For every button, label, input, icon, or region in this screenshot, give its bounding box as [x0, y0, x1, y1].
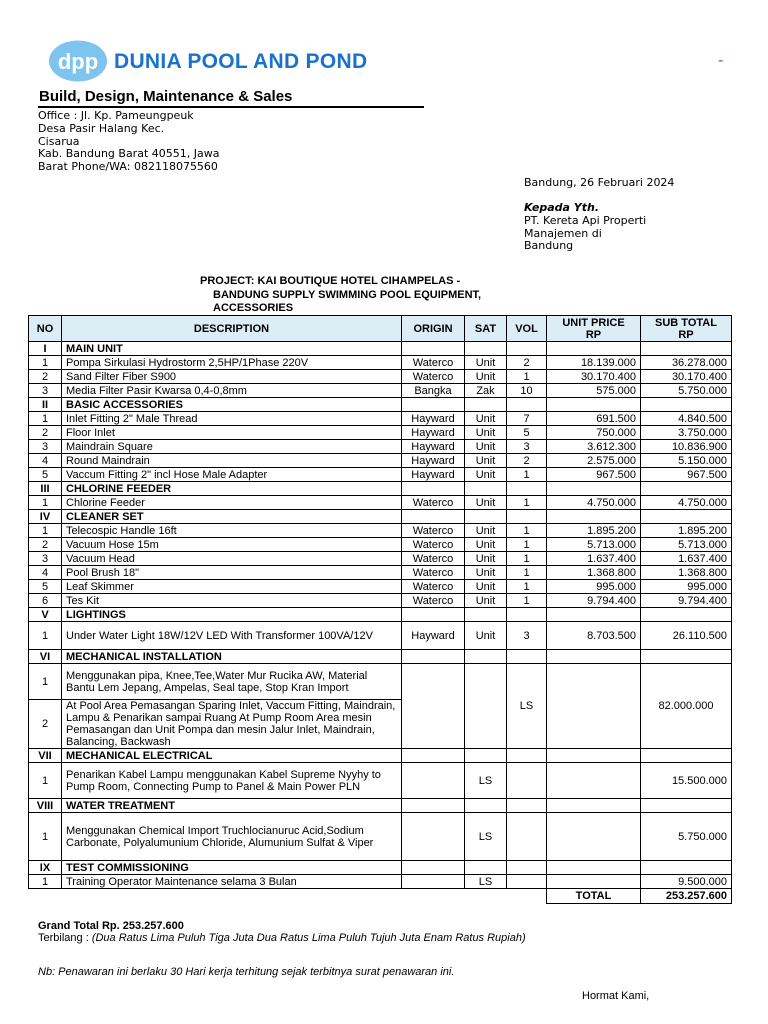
- item-no: 6: [29, 594, 62, 608]
- item-description: Telecospic Handle 16ft: [62, 524, 402, 538]
- item-description: Inlet Fitting 2" Male Thread: [62, 412, 402, 426]
- section-row: [29, 510, 732, 524]
- table-header-row: [29, 316, 732, 342]
- section-row: [29, 861, 732, 875]
- section-no: VIII: [29, 799, 62, 813]
- item-no: 1: [29, 412, 62, 426]
- item-unit-price: 750.000: [547, 426, 641, 440]
- item-no: 2: [29, 700, 62, 749]
- col-header-sat: SAT: [465, 316, 507, 342]
- item-subtotal: 9.500.000: [641, 875, 732, 889]
- item-sat: Unit: [465, 370, 507, 384]
- item-description: Sand Filter Fiber S900: [62, 370, 402, 384]
- terbilang: [38, 932, 526, 944]
- office-line: Cisarua: [38, 134, 80, 148]
- item-unit-price: 967.500: [547, 468, 641, 482]
- item-vol: 3: [507, 622, 547, 650]
- item-no: 2: [29, 426, 62, 440]
- item-no: 3: [29, 552, 62, 566]
- item-origin: Hayward: [402, 454, 465, 468]
- table-row: [29, 384, 732, 398]
- item-no: 4: [29, 566, 62, 580]
- table-row: [29, 566, 732, 580]
- item-no: 3: [29, 384, 62, 398]
- item-subtotal: 4.750.000: [641, 496, 732, 510]
- item-no: 1: [29, 664, 62, 700]
- item-description: Leaf Skimmer: [62, 580, 402, 594]
- tagline: Build, Design, Maintenance & Sales: [39, 88, 293, 105]
- item-origin: Waterco: [402, 370, 465, 384]
- item-unit-price: 30.170.400: [547, 370, 641, 384]
- item-origin: Waterco: [402, 566, 465, 580]
- table-row: [29, 440, 732, 454]
- item-sat: Unit: [465, 538, 507, 552]
- section-no: IV: [29, 510, 62, 524]
- sub-total-currency: RP: [678, 328, 694, 341]
- item-subtotal: 967.500: [641, 468, 732, 482]
- item-vol: 2: [507, 356, 547, 370]
- table-row: [29, 356, 732, 370]
- project-line-1: PROJECT: KAI BOUTIQUE HOTEL CIHAMPELAS -: [200, 275, 461, 287]
- item-sat: Unit: [465, 412, 507, 426]
- item-no: 1: [29, 875, 62, 889]
- item-unit-price: 8.703.500: [547, 622, 641, 650]
- item-description: Vaccum Fitting 2" incl Hose Male Adapter: [62, 468, 402, 482]
- terbilang-label: Terbilang :: [38, 932, 89, 944]
- item-origin: Waterco: [402, 524, 465, 538]
- grand-total: Grand Total Rp. 253.257.600: [38, 920, 184, 932]
- sub-total-label: SUB TOTAL: [655, 316, 717, 329]
- item-unit-price: 1.368.800: [547, 566, 641, 580]
- unit-price-label: UNIT PRICE: [562, 316, 625, 329]
- item-subtotal: 15.500.000: [641, 763, 732, 799]
- table-row: [29, 426, 732, 440]
- section-no: V: [29, 608, 62, 622]
- item-sat: Unit: [465, 440, 507, 454]
- item-sat: Unit: [465, 356, 507, 370]
- header-dash: -: [718, 52, 724, 69]
- item-vol: 1: [507, 552, 547, 566]
- section-no: VI: [29, 650, 62, 664]
- item-subtotal: 26.110.500: [641, 622, 732, 650]
- item-no: 1: [29, 763, 62, 799]
- item-description: Pompa Sirkulasi Hydrostorm 2,5HP/1Phase 220V: [62, 356, 402, 370]
- item-subtotal: 1.368.800: [641, 566, 732, 580]
- recipient-line: Bandung: [524, 239, 574, 253]
- item-description: Maindrain Square: [62, 440, 402, 454]
- table-row: [29, 594, 732, 608]
- item-vol: LS: [507, 664, 547, 749]
- section-row: [29, 342, 732, 356]
- section-row: [29, 749, 732, 763]
- table-row: [29, 813, 732, 861]
- item-sat: LS: [465, 875, 507, 889]
- item-description: Floor Inlet: [62, 426, 402, 440]
- item-origin: Waterco: [402, 496, 465, 510]
- item-subtotal: 9.794.400: [641, 594, 732, 608]
- item-description: Vacuum Hose 15m: [62, 538, 402, 552]
- quotation-table: [28, 315, 732, 904]
- kepada-label: Kepada Yth.: [524, 201, 600, 214]
- closing-salutation: Hormat Kami,: [582, 990, 650, 1002]
- item-unit-price: 18.139.000: [547, 356, 641, 370]
- section-row: [29, 482, 732, 496]
- item-no: 2: [29, 370, 62, 384]
- item-vol: 10: [507, 384, 547, 398]
- table-row: [29, 763, 732, 799]
- item-sat: Zak: [465, 384, 507, 398]
- letter-date: Bandung, 26 Februari 2024: [524, 176, 675, 189]
- item-unit-price: 575.000: [547, 384, 641, 398]
- item-unit-price: 1.637.400: [547, 552, 641, 566]
- col-header-no: NO: [29, 316, 62, 342]
- section-title: MECHANICAL INSTALLATION: [62, 650, 402, 664]
- col-header-origin: ORIGIN: [402, 316, 465, 342]
- item-unit-price: 995.000: [547, 580, 641, 594]
- item-sat: Unit: [465, 622, 507, 650]
- item-no: 4: [29, 454, 62, 468]
- table-body-services: [29, 650, 732, 904]
- item-sat: Unit: [465, 594, 507, 608]
- item-origin: Waterco: [402, 580, 465, 594]
- item-sat: Unit: [465, 496, 507, 510]
- total-row: [29, 889, 732, 904]
- item-unit-price: 691.500: [547, 412, 641, 426]
- item-subtotal: 5.713.000: [641, 538, 732, 552]
- item-subtotal: 4.840.500: [641, 412, 732, 426]
- section-row: [29, 650, 732, 664]
- office-line: Office : Jl. Kp. Pameungpeuk: [38, 109, 194, 122]
- company-name: DUNIA POOL AND POND: [114, 50, 368, 73]
- item-no: 1: [29, 496, 62, 510]
- item-vol: 5: [507, 426, 547, 440]
- item-description: Pool Brush 18": [62, 566, 402, 580]
- item-vol: 1: [507, 538, 547, 552]
- section-no: IX: [29, 861, 62, 875]
- item-vol: 1: [507, 594, 547, 608]
- item-sat: Unit: [465, 426, 507, 440]
- table-row: [29, 496, 732, 510]
- item-sat: Unit: [465, 566, 507, 580]
- table-row: [29, 412, 732, 426]
- item-origin: Hayward: [402, 468, 465, 482]
- item-subtotal: 36.278.000: [641, 356, 732, 370]
- item-description: Vacuum Head: [62, 552, 402, 566]
- item-unit-price: 2.575.000: [547, 454, 641, 468]
- col-header-vol: VOL: [507, 316, 547, 342]
- tagline-divider: [38, 106, 424, 108]
- item-no: 1: [29, 356, 62, 370]
- item-no: 5: [29, 468, 62, 482]
- item-sat: Unit: [465, 580, 507, 594]
- section-title: TEST COMMISSIONING: [62, 861, 402, 875]
- item-vol: 3: [507, 440, 547, 454]
- table-body-items: [29, 342, 732, 650]
- section-no: III: [29, 482, 62, 496]
- logo-text: dpp: [57, 49, 99, 74]
- table-row: [29, 454, 732, 468]
- unit-price-currency: RP: [585, 328, 602, 341]
- item-subtotal: 3.750.000: [641, 426, 732, 440]
- section-title: CLEANER SET: [62, 510, 402, 524]
- table-row: [29, 664, 732, 700]
- item-description: Menggunakan pipa, Knee,Tee,Water Mur Rucika AW, Material Bantu Lem Jepang, Ampelas, Seal tape, Stop Kran Import: [62, 664, 402, 700]
- col-header-sub-total: [641, 316, 732, 342]
- item-vol: 7: [507, 412, 547, 426]
- item-description: Under Water Light 18W/12V LED With Transformer 100VA/12V: [62, 622, 402, 650]
- item-subtotal: 5.750.000: [641, 384, 732, 398]
- item-subtotal: 1.895.200: [641, 524, 732, 538]
- item-vol: 1: [507, 580, 547, 594]
- item-no: 5: [29, 580, 62, 594]
- item-vol: 1: [507, 496, 547, 510]
- item-no: 3: [29, 440, 62, 454]
- item-origin: Hayward: [402, 412, 465, 426]
- office-address: [38, 110, 219, 174]
- project-line-3: ACCESSORIES: [213, 302, 294, 314]
- item-origin: Waterco: [402, 538, 465, 552]
- item-vol: 1: [507, 566, 547, 580]
- company-logo: [48, 40, 108, 82]
- table-row: [29, 538, 732, 552]
- section-title: MECHANICAL ELECTRICAL: [62, 749, 402, 763]
- item-no: 1: [29, 813, 62, 861]
- table-row: [29, 580, 732, 594]
- office-line: Desa Pasir Halang Kec.: [38, 121, 165, 135]
- item-sat: LS: [465, 813, 507, 861]
- item-subtotal: 30.170.400: [641, 370, 732, 384]
- item-vol: 1: [507, 468, 547, 482]
- col-header-description: DESCRIPTION: [62, 316, 402, 342]
- total-value: 253.257.600: [641, 889, 732, 904]
- item-description: At Pool Area Pemasangan Sparing Inlet, Vaccum Fitting, Maindrain, Lampu & Penarikan sampai Ruang At Pump Room Area mesin Pemasangan dan Unit Pompa dan mesin Jalur Inlet, Maindrain, Balancing, Backwash: [62, 700, 402, 749]
- item-origin: Hayward: [402, 426, 465, 440]
- section-row: [29, 608, 732, 622]
- table-row: [29, 370, 732, 384]
- table-row: [29, 524, 732, 538]
- item-unit-price: 5.713.000: [547, 538, 641, 552]
- item-unit-price: 4.750.000: [547, 496, 641, 510]
- section-row: [29, 398, 732, 412]
- item-vol: 1: [507, 370, 547, 384]
- item-origin: Hayward: [402, 622, 465, 650]
- item-origin: Waterco: [402, 594, 465, 608]
- item-description: Round Maindrain: [62, 454, 402, 468]
- item-no: 2: [29, 538, 62, 552]
- item-sat: Unit: [465, 552, 507, 566]
- recipient-line: PT. Kereta Api Properti: [524, 213, 647, 227]
- item-unit-price: 1.895.200: [547, 524, 641, 538]
- office-line: Barat Phone/WA: 082118075560: [38, 160, 218, 174]
- section-no: II: [29, 398, 62, 412]
- item-description: Media Filter Pasir Kwarsa 0,4-0,8mm: [62, 384, 402, 398]
- item-description: Chlorine Feeder: [62, 496, 402, 510]
- col-header-unit-price: [547, 316, 641, 342]
- total-label: TOTAL: [547, 889, 641, 904]
- table-row: [29, 875, 732, 889]
- office-line: Kab. Bandung Barat 40551, Jawa: [38, 147, 220, 161]
- item-description: Menggunakan Chemical Import Truchlocianuruc Acid,Sodium Carbonate, Polyalumunium Chloride, Alumunium Sulfat & Viper: [62, 813, 402, 861]
- section-title: WATER TREATMENT: [62, 799, 402, 813]
- item-origin: Waterco: [402, 552, 465, 566]
- item-origin: Waterco: [402, 356, 465, 370]
- section-no: VII: [29, 749, 62, 763]
- section-title: BASIC ACCESSORIES: [62, 398, 402, 412]
- section-row: [29, 799, 732, 813]
- item-subtotal: 5.150.000: [641, 454, 732, 468]
- table-row: [29, 468, 732, 482]
- item-no: 1: [29, 622, 62, 650]
- section-no: I: [29, 342, 62, 356]
- item-origin: Bangka: [402, 384, 465, 398]
- item-sat: Unit: [465, 454, 507, 468]
- section-title: MAIN UNIT: [62, 342, 402, 356]
- project-title: [200, 275, 481, 316]
- item-subtotal: 1.637.400: [641, 552, 732, 566]
- item-subtotal: 995.000: [641, 580, 732, 594]
- item-no: 1: [29, 524, 62, 538]
- item-subtotal: 10.836.900: [641, 440, 732, 454]
- table-row: [29, 552, 732, 566]
- table-row: [29, 622, 732, 650]
- item-subtotal: 5.750.000: [641, 813, 732, 861]
- item-description: Penarikan Kabel Lampu menggunakan Kabel Supreme Nyyhy to Pump Room, Connecting Pump to Panel & Main Power PLN: [62, 763, 402, 799]
- item-origin: Hayward: [402, 440, 465, 454]
- item-sat: Unit: [465, 468, 507, 482]
- validity-note: Nb: Penawaran ini berlaku 30 Hari kerja terhitung sejak terbitnya surat penawaran ini.: [38, 966, 455, 978]
- item-vol: 2: [507, 454, 547, 468]
- item-unit-price: 3.612.300: [547, 440, 641, 454]
- terbilang-text: (Dua Ratus Lima Puluh Tiga Juta Dua Ratus Lima Puluh Tujuh Juta Enam Ratus Rupiah): [91, 932, 526, 944]
- project-line-2: BANDUNG SUPPLY SWIMMING POOL EQUIPMENT,: [213, 288, 482, 301]
- section-title: LIGHTINGS: [62, 608, 402, 622]
- item-description: Tes Kit: [62, 594, 402, 608]
- item-sat: LS: [465, 763, 507, 799]
- item-subtotal: 82.000.000: [641, 664, 732, 749]
- item-unit-price: 9.794.400: [547, 594, 641, 608]
- item-vol: 1: [507, 524, 547, 538]
- item-description: Training Operator Maintenance selama 3 Bulan: [62, 875, 402, 889]
- recipient-line: Manajemen di: [524, 226, 602, 240]
- section-title: CHLORINE FEEDER: [62, 482, 402, 496]
- recipient-block: [524, 202, 646, 253]
- item-sat: Unit: [465, 524, 507, 538]
